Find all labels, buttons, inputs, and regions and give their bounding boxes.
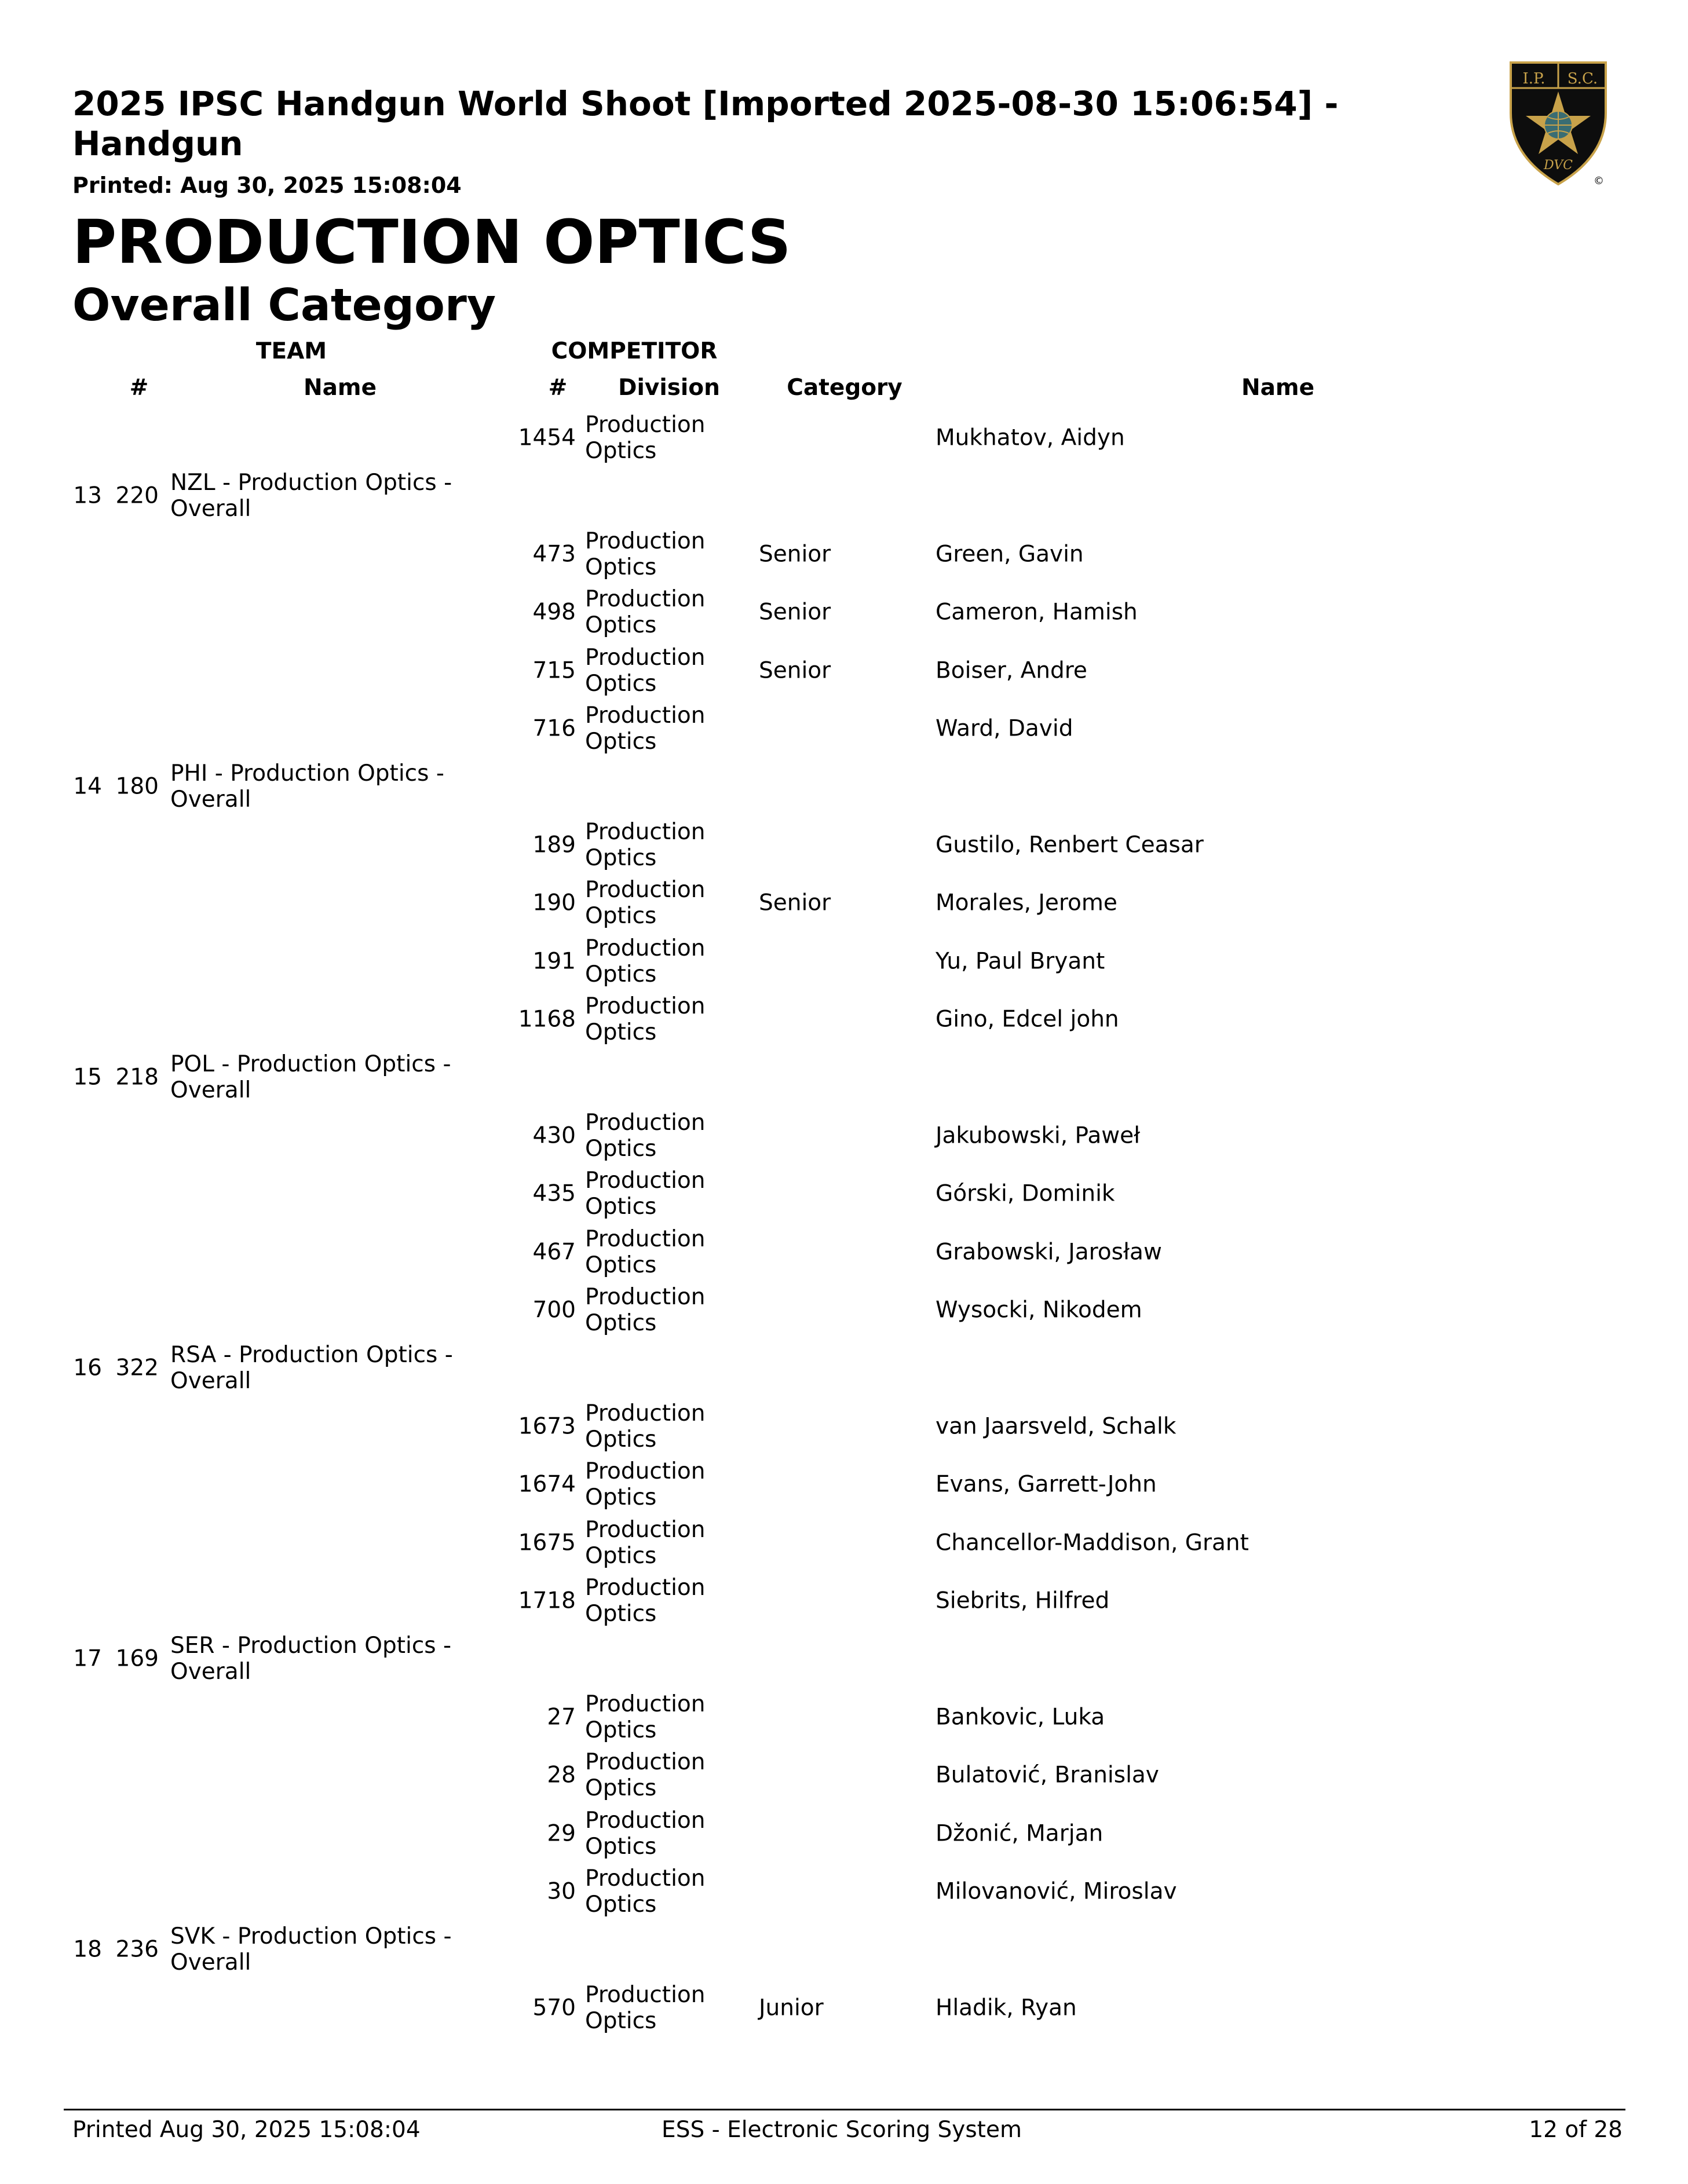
team-number: 322 (115, 1355, 159, 1381)
competitor-number: 715 (532, 657, 576, 684)
competitor-name: Hladik, Ryan (936, 1995, 1077, 2021)
division-title: PRODUCTION OPTICS (72, 207, 791, 277)
competitor-number: 1675 (518, 1530, 576, 1556)
competitor-row (0, 1688, 1688, 1746)
competitor-name: Gino, Edcel john (936, 1006, 1119, 1033)
logo-text-left: I.P. (1522, 70, 1545, 87)
competitor-row (0, 525, 1688, 583)
competitor-row (0, 1165, 1688, 1223)
team-name: SVK - Production Optics - Overall (170, 1923, 452, 1976)
competitor-row (0, 1979, 1688, 2037)
competitor-group-header: COMPETITOR (551, 338, 718, 364)
competitor-name: Grabowski, Jarosław (936, 1239, 1162, 1265)
competitor-name: Siebrits, Hilfred (936, 1587, 1110, 1614)
competitor-row (0, 1863, 1688, 1920)
competitor-row (0, 1107, 1688, 1165)
competitor-category: Senior (759, 541, 831, 568)
competitor-division: Production Optics (585, 586, 706, 639)
team-row (0, 1048, 1688, 1106)
competitor-name: Bankovic, Luka (936, 1704, 1105, 1731)
competitor-number: 28 (547, 1762, 576, 1788)
competitor-row (0, 816, 1688, 874)
competitor-category: Senior (759, 657, 831, 684)
competitor-division: Production Optics (585, 935, 706, 987)
team-rank: 18 (73, 1936, 102, 1963)
team-row (0, 1920, 1688, 1978)
team-number-header: # (129, 375, 149, 401)
competitor-name: Wysocki, Nikodem (936, 1297, 1142, 1323)
team-row (0, 467, 1688, 525)
competitor-number: 498 (532, 599, 576, 625)
competitor-number: 1454 (518, 425, 576, 451)
team-number: 220 (115, 482, 159, 509)
competitor-division: Production Optics (585, 1284, 706, 1336)
competitor-row (0, 1746, 1688, 1804)
competitor-name: Mukhatov, Aidyn (936, 425, 1125, 451)
competitor-number: 473 (532, 541, 576, 568)
team-row (0, 1630, 1688, 1688)
team-name: POL - Production Optics - Overall (170, 1051, 451, 1104)
competitor-division: Production Optics (585, 1749, 706, 1802)
document-title: 2025 IPSC Handgun World Shoot [Imported 2025-08-30 15:06:54] - Handgun (72, 84, 1339, 163)
competitor-row (0, 1805, 1688, 1863)
team-name: NZL - Production Optics - Overall (170, 470, 452, 522)
competitor-number: 1674 (518, 1471, 576, 1498)
competitor-division: Production Optics (585, 703, 706, 755)
competitor-category: Senior (759, 890, 831, 916)
competitor-division: Production Optics (585, 1865, 706, 1918)
competitor-name: Yu, Paul Bryant (936, 948, 1105, 975)
competitor-name: Ward, David (936, 715, 1073, 742)
competitor-row (0, 932, 1688, 990)
competitor-name: Gustilo, Renbert Ceasar (936, 832, 1204, 858)
competitor-division: Production Optics (585, 1400, 706, 1453)
competitor-row (0, 700, 1688, 758)
competitor-number: 1673 (518, 1413, 576, 1440)
competitor-name: Džonić, Marjan (936, 1820, 1104, 1847)
competitor-number: 700 (532, 1297, 576, 1323)
competitor-number-header: # (548, 375, 568, 401)
footer-divider (64, 2109, 1625, 2110)
competitor-category: Junior (759, 1995, 824, 2021)
competitor-division: Production Optics (585, 1168, 706, 1220)
competitor-name: Evans, Garrett-John (936, 1471, 1157, 1498)
competitor-division: Production Optics (585, 644, 706, 697)
team-number: 169 (115, 1645, 159, 1672)
competitor-row (0, 409, 1688, 467)
competitor-name: Chancellor-Maddison, Grant (936, 1530, 1249, 1556)
footer-system: ESS - Electronic Scoring System (662, 2117, 1022, 2143)
competitor-division: Production Optics (585, 1691, 706, 1743)
team-number: 236 (115, 1936, 159, 1963)
competitor-division: Production Optics (585, 1458, 706, 1511)
competitor-name: Bulatović, Branislav (936, 1762, 1159, 1788)
competitor-row (0, 1398, 1688, 1455)
competitor-number: 570 (532, 1995, 576, 2021)
competitor-division: Production Optics (585, 528, 706, 580)
team-rank: 16 (73, 1355, 102, 1381)
team-name: RSA - Production Optics - Overall (170, 1342, 453, 1395)
logo-text-right: S.C. (1567, 70, 1598, 87)
competitor-name: Jakubowski, Paweł (936, 1122, 1141, 1149)
team-row (0, 1339, 1688, 1397)
competitor-number: 190 (532, 890, 576, 916)
competitor-name-header: Name (1241, 375, 1315, 401)
competitor-number: 29 (547, 1820, 576, 1847)
competitor-row (0, 583, 1688, 641)
competitor-number: 716 (532, 715, 576, 742)
competitor-row (0, 1514, 1688, 1572)
team-number: 218 (115, 1064, 159, 1091)
competitor-division: Production Optics (585, 993, 706, 1045)
category-header: Category (787, 375, 903, 401)
division-header: Division (618, 375, 720, 401)
competitor-row (0, 1572, 1688, 1630)
competitor-row (0, 1281, 1688, 1339)
competitor-division: Production Optics (585, 818, 706, 871)
competitor-number: 1168 (518, 1006, 576, 1033)
team-rank: 15 (73, 1064, 102, 1091)
competitor-name: Green, Gavin (936, 541, 1084, 568)
competitor-name: van Jaarsveld, Schalk (936, 1413, 1177, 1440)
competitor-name: Milovanović, Miroslav (936, 1878, 1177, 1905)
competitor-number: 1718 (518, 1587, 576, 1614)
team-number: 180 (115, 773, 159, 800)
logo-copyright: © (1594, 175, 1604, 187)
team-rank: 14 (73, 773, 102, 800)
competitor-row (0, 990, 1688, 1048)
competitor-row (0, 874, 1688, 932)
team-rank: 13 (73, 482, 102, 509)
competitor-division: Production Optics (585, 1516, 706, 1569)
competitor-category: Senior (759, 599, 831, 625)
competitor-row (0, 642, 1688, 700)
competitor-division: Production Optics (585, 1807, 706, 1860)
competitor-number: 30 (547, 1878, 576, 1905)
competitor-number: 435 (532, 1180, 576, 1207)
competitor-row (0, 1455, 1688, 1513)
competitor-number: 430 (532, 1122, 576, 1149)
competitor-row (0, 1223, 1688, 1281)
competitor-division: Production Optics (585, 1575, 706, 1627)
footer-page-number: 12 of 28 (1529, 2117, 1623, 2143)
logo-motto: DVC (1544, 158, 1573, 173)
competitor-division: Production Optics (585, 412, 706, 464)
competitor-name: Górski, Dominik (936, 1180, 1115, 1207)
competitor-number: 467 (532, 1239, 576, 1265)
team-row (0, 758, 1688, 815)
team-group-header: TEAM (255, 338, 327, 364)
team-name: SER - Production Optics - Overall (170, 1633, 452, 1685)
category-title: Overall Category (72, 280, 496, 331)
competitor-name: Boiser, Andre (936, 657, 1087, 684)
team-name-header: Name (303, 375, 377, 401)
competitor-name: Morales, Jerome (936, 890, 1117, 916)
team-name: PHI - Production Optics - Overall (170, 760, 444, 813)
competitor-division: Production Optics (585, 1109, 706, 1162)
footer-printed: Printed Aug 30, 2025 15:08:04 (72, 2117, 421, 2143)
competitor-number: 191 (532, 948, 576, 975)
competitor-number: 189 (532, 832, 576, 858)
printed-timestamp: Printed: Aug 30, 2025 15:08:04 (72, 173, 462, 198)
competitor-division: Production Optics (585, 1981, 706, 2034)
team-rank: 17 (73, 1645, 102, 1672)
competitor-division: Production Optics (585, 877, 706, 930)
competitor-number: 27 (547, 1704, 576, 1731)
competitor-name: Cameron, Hamish (936, 599, 1138, 625)
competitor-division: Production Optics (585, 1225, 706, 1278)
